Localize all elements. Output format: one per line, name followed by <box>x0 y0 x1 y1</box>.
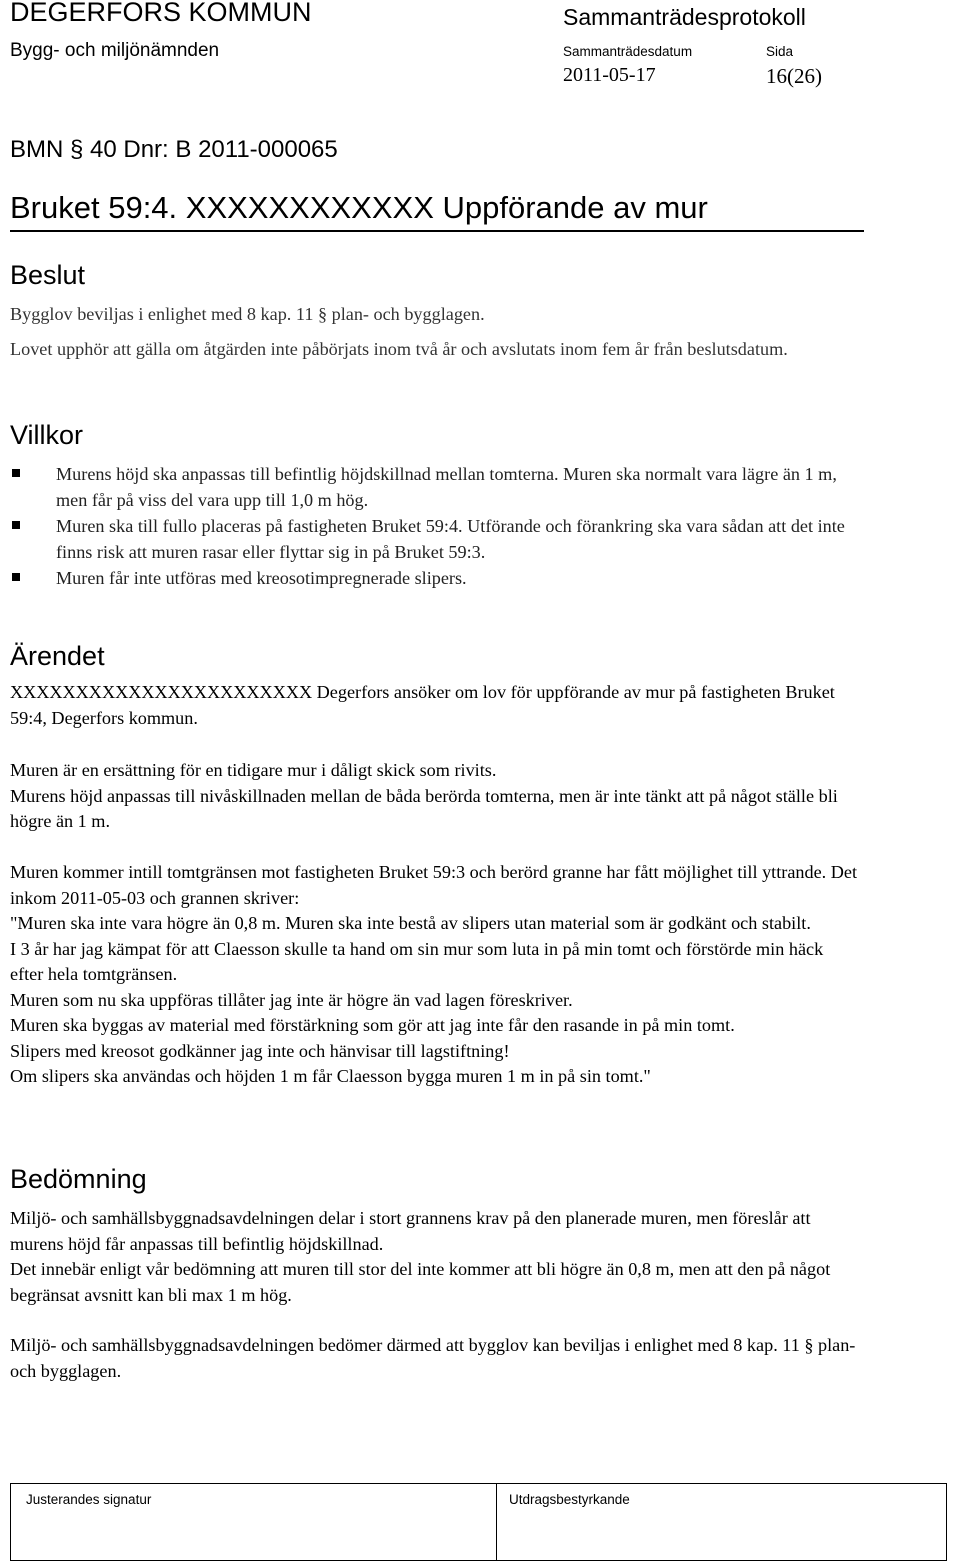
date-label: Sammanträdesdatum <box>563 44 693 59</box>
square-bullet-icon <box>12 521 20 529</box>
document-type: Sammanträdesprotokoll <box>563 4 806 30</box>
arendet-heading: Ärendet <box>10 641 105 671</box>
square-bullet-icon <box>12 573 20 581</box>
arendet-description: Muren är en ersättning för en tidigare mur i dåligt skick som rivits. Murens höjd anpassas till nivåskillnaden mellan de båda berörda tomterna, men är inte tänkt att på något ställe bli högre än 1 m. <box>10 760 838 831</box>
meeting-date: 2011-05-17 <box>563 64 656 86</box>
page-number: 16(26) <box>766 64 822 88</box>
title-divider <box>10 230 864 232</box>
beslut-line: Lovet upphör att gälla om åtgärden inte påbörjats inom två år och avslutats inom fem år från beslutsdatum. <box>10 338 788 359</box>
list-item: Murens höjd ska anpassas till befintlig höjdskillnad mellan tomterna. Muren ska normalt vara lägre än 1 m, men får på viss del vara upp till 1,0 m hög. <box>10 461 860 513</box>
square-bullet-icon <box>12 469 20 477</box>
page-label: Sida <box>766 44 794 59</box>
villkor-list <box>10 461 860 591</box>
signature-label: Justerandes signatur <box>26 1492 152 1507</box>
organization-name: DEGERFORS KOMMUN <box>10 0 312 27</box>
case-id: BMN § 40 Dnr: B 2011-000065 <box>10 136 338 163</box>
beslut-text <box>10 302 860 362</box>
department-name: Bygg- och miljönämnden <box>10 40 220 61</box>
case-title: Bruket 59:4. XXXXXXXXXXXX Uppförande av mur <box>10 190 708 225</box>
bedomning-heading: Bedömning <box>10 1164 147 1194</box>
bedomning-conclusion: Miljö- och samhällsbyggnadsavdelningen bedömer därmed att bygglov kan beviljas i enlighet med 8 kap. 11 § plan- och bygglagen. <box>10 1335 856 1381</box>
arendet-neighbor-statement: Muren kommer intill tomtgränsen mot fastigheten Bruket 59:3 och berörd granne har fått möjlighet till yttrande. Det inkom 2011-05-03 och grannen skriver: "Muren ska inte vara högre än 0,8 m. Muren ska inte bestå av slipers utan material som är godkänt och stabilt. I 3 år har jag kämpat för att Claesson skulle ta hand om sin mur som luta in på min tomt och förstörde min häck efter hela tomtgränsen. Muren som nu ska uppföras tillåter jag inte är högre än vad lagen föreskriver. Muren ska byggas av material med förstärkning som gör att jag inte får den rasande in på min tomt. Slipers med kreosot godkänner jag inte och hänvisar till lagstiftning! Om slipers ska användas och höjden 1 m får Claesson bygga muren 1 m in på sin tomt." <box>10 862 858 1086</box>
list-item: Muren ska till fullo placeras på fastigheten Bruket 59:4. Utförande och förankring ska vara sådan att det inte finns risk att muren rasar eller flyttar sig in på Bruket 59:3. <box>10 513 860 565</box>
bedomning-assessment: Miljö- och samhällsbyggnadsavdelningen delar i stort grannens krav på den planerade muren, men föreslår att murens höjd får anpassas till befintlig höjdskillnad. Det innebär enligt vår bedömning att muren till stor del inte kommer att bli högre än 0,8 m, men att den på något begränsat avsnitt kan bli max 1 m hög. <box>10 1208 831 1305</box>
arendet-applicant: XXXXXXXXXXXXXXXXXXXXXXX Degerfors ansöker om lov för uppförande av mur på fastigheten Bruket 59:4, Degerfors kommun. <box>10 682 835 728</box>
beslut-heading: Beslut <box>10 260 86 290</box>
footer-signature-table <box>10 1483 947 1561</box>
list-item: Muren får inte utföras med kreosotimpregnerade slipers. <box>10 565 860 591</box>
beslut-line: Bygglov beviljas i enlighet med 8 kap. 11 § plan- och bygglagen. <box>10 304 485 324</box>
villkor-heading: Villkor <box>10 420 84 450</box>
extract-label: Utdragsbestyrkande <box>509 1492 630 1507</box>
signature-cell <box>11 1484 497 1560</box>
